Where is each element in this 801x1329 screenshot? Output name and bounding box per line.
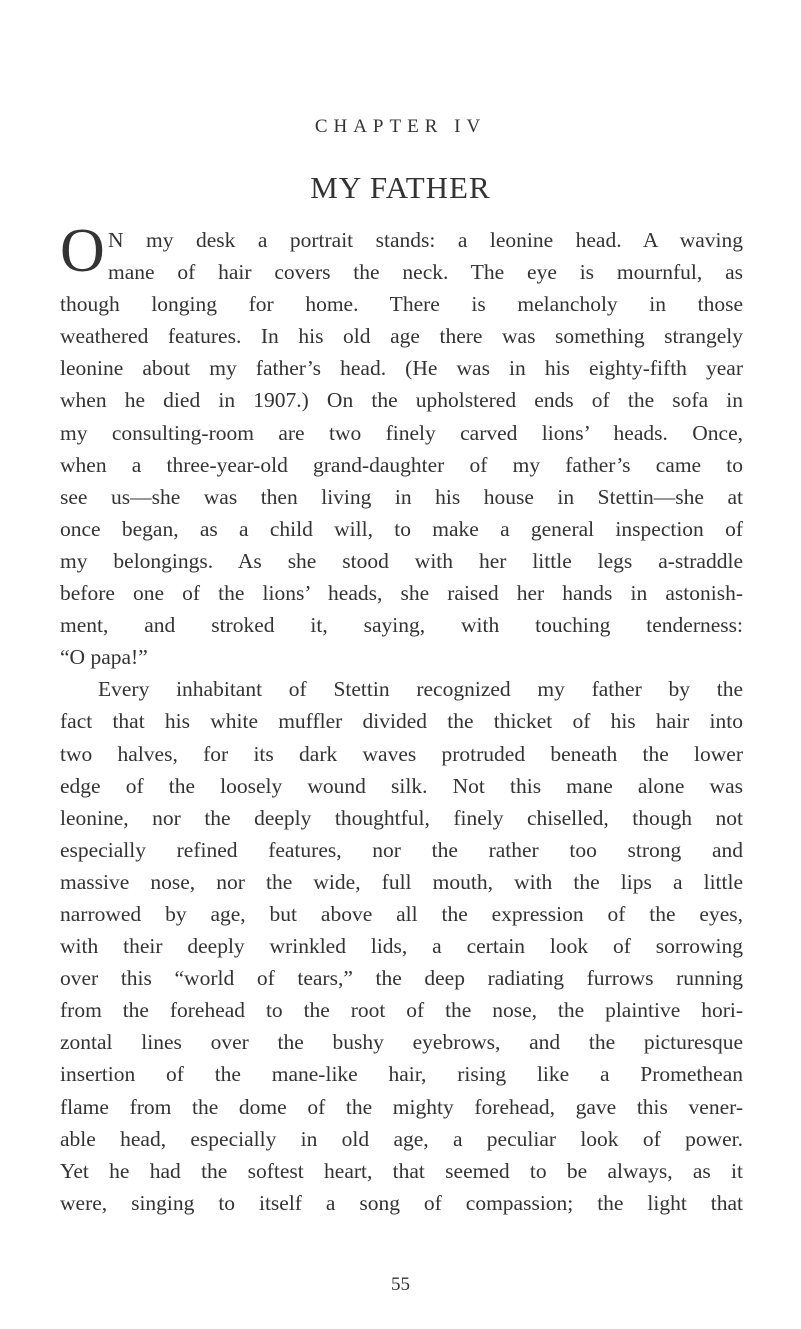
text-line: my consulting-room are two finely carved lions’ heads. Once, xyxy=(60,420,743,445)
text-line: able head, especially in old age, a peculiar look of power. xyxy=(60,1126,743,1151)
text-line: mane of hair covers the neck. The eye is mournful, as xyxy=(108,260,743,285)
chapter-label: CHAPTER IV xyxy=(314,116,487,137)
text-line: with their deeply wrinkled lids, a certain look of sorrowing xyxy=(60,934,743,959)
text-line: Yet he had the softest heart, that seemed to be always, as it xyxy=(60,1158,743,1183)
text-line: weathered features. In his old age there was something strangely xyxy=(60,324,743,349)
text-line: flame from the dome of the mighty forehead, gave this vener- xyxy=(60,1094,743,1119)
text-line: massive nose, nor the wide, full mouth, with the lips a little xyxy=(60,869,743,894)
text-line: two halves, for its dark waves protruded beneath the lower xyxy=(60,741,743,766)
text-line: “O papa!” xyxy=(60,645,148,670)
page-number: 55 xyxy=(391,1274,410,1295)
text-line: were, singing to itself a song of compassion; the light that xyxy=(60,1190,743,1215)
text-line: when a three-year-old grand-daughter of my father’s came to xyxy=(60,452,743,477)
text-line: over this “world of tears,” the deep radiating furrows running xyxy=(60,966,743,991)
text-line: from the forehead to the root of the nose, the plaintive hori- xyxy=(60,998,743,1023)
text-line: ment, and stroked it, saying, with touching tenderness: xyxy=(60,613,743,638)
text-line: though longing for home. There is melancholy in those xyxy=(60,292,743,317)
text-line: leonine, nor the deeply thoughtful, finely chiselled, though not xyxy=(60,805,743,830)
text-line: before one of the lions’ heads, she raised her hands in astonish- xyxy=(60,581,743,606)
text-line: my belongings. As she stood with her little legs a-straddle xyxy=(60,548,743,573)
text-line: N my desk a portrait stands: a leonine head. A waving xyxy=(108,228,743,252)
text-line: especially refined features, nor the rather too strong and xyxy=(60,837,743,862)
text-line: when he died in 1907.) On the upholstered ends of the sofa in xyxy=(60,388,743,413)
text-line: leonine about my father’s head. (He was in his eighty-fifth year xyxy=(60,356,743,381)
drop-cap: O xyxy=(60,217,105,285)
text-line: fact that his white muffler divided the thicket of his hair into xyxy=(60,709,743,734)
text-line: Every inhabitant of Stettin recognized my father by the xyxy=(98,677,743,702)
text-line: edge of the loosely wound silk. Not this mane alone was xyxy=(60,773,743,798)
text-line: see us—she was then living in his house in Stettin—she at xyxy=(60,484,743,509)
text-line: once began, as a child will, to make a general inspection of xyxy=(60,516,743,541)
text-line: narrowed by age, but above all the expression of the eyes, xyxy=(60,901,743,926)
text-line: zontal lines over the bushy eyebrows, and the picturesque xyxy=(60,1030,743,1055)
chapter-title: MY FATHER xyxy=(310,170,491,205)
body-text xyxy=(60,217,743,1219)
text-line: insertion of the mane-like hair, rising like a Promethean xyxy=(60,1062,743,1087)
